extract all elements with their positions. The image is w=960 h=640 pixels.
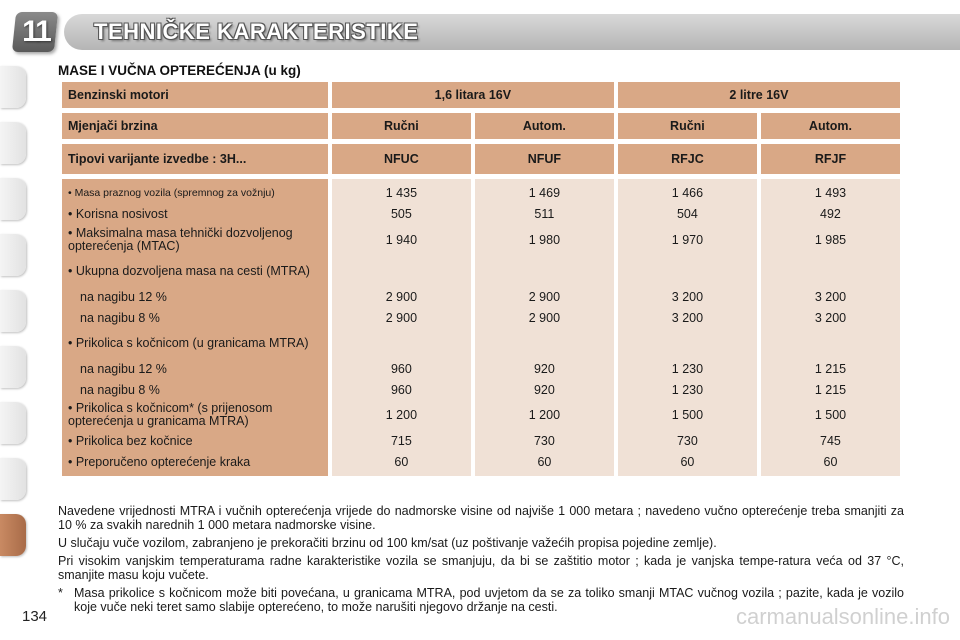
variant-header-row [62,144,900,174]
variant-cell: RFJC [618,144,757,174]
cell: 504 [618,203,757,224]
gearbox-cell: Ručni [332,113,471,139]
side-tab-7[interactable] [0,402,26,444]
gearbox-cell: Autom. [761,113,900,139]
cell [332,328,471,358]
cell: 511 [475,203,614,224]
cell [475,256,614,286]
cell [618,328,757,358]
row-label: na nagibu 8 % [62,307,328,328]
notes-block [58,504,904,614]
footnote-text: Masa prikolice s kočnicom može biti povećana, u granicama MTRA, pod uvjetom da se za toliko smanji MTAC vučnog vozila ; pazite, kada je vozilo koje vuče neki teret samo slabije opterećeno, to može narušiti njegovo držanje na cesti. [74,586,904,614]
side-tab-4[interactable] [0,234,26,276]
cell: 2 900 [475,286,614,307]
cell: 2 900 [475,307,614,328]
cell: 1 500 [761,400,900,430]
cell: 1 215 [761,379,900,400]
row-label: • Maksimalna masa tehnički dozvoljenog opterećenja (MTAC) [62,224,328,256]
engine-header-row [62,82,900,108]
table-row [62,430,900,451]
cell: 730 [475,430,614,451]
cell: 3 200 [761,286,900,307]
cell: 1 985 [761,224,900,256]
table-row [62,379,900,400]
side-tab-2[interactable] [0,122,26,164]
side-tab-8[interactable] [0,458,26,500]
chapter-number: 11 [22,15,50,48]
cell: 1 215 [761,358,900,379]
footnote-marker: * [58,586,63,600]
cell: 1 493 [761,179,900,203]
cell: 3 200 [761,307,900,328]
variant-cell: NFUF [475,144,614,174]
cell: 1 940 [332,224,471,256]
cell: 1 469 [475,179,614,203]
table-row [62,451,900,476]
cell: 2 900 [332,286,471,307]
mass-table [58,82,904,476]
table-row [62,224,900,256]
cell: 2 900 [332,307,471,328]
chapter-side-tabs [0,66,30,570]
cell: 960 [332,358,471,379]
row-label: • Ukupna dozvoljena masa na cesti (MTRA) [62,256,328,286]
cell: 1 200 [475,400,614,430]
table-row [62,400,900,430]
row-label: na nagibu 12 % [62,286,328,307]
cell: 960 [332,379,471,400]
side-tab-11-active[interactable] [0,514,26,556]
table-row [62,358,900,379]
table-row [62,286,900,307]
row-label: • Prikolica s kočnicom (u granicama MTRA) [62,328,328,358]
cell [618,256,757,286]
table-row [62,256,900,286]
note-paragraph: U slučaju vuče vozilom, zabranjeno je prekoračiti brzinu od 100 km/sat (uz poštivanje važećih propisa pojedine zemlje). [58,536,717,550]
side-tab-5[interactable] [0,290,26,332]
side-tab-3[interactable] [0,178,26,220]
cell [475,328,614,358]
side-tab-1[interactable] [0,66,26,108]
row-label: na nagibu 8 % [62,379,328,400]
table-row [62,179,900,203]
cell: 1 980 [475,224,614,256]
section-title: MASE I VUČNA OPTEREĆENJA (u kg) [58,63,301,78]
gearbox-label: Mjenjači brzina [62,113,328,139]
engine-2-0: 2 litre 16V [618,82,900,108]
cell: 60 [475,451,614,476]
cell [761,256,900,286]
cell: 1 500 [618,400,757,430]
cell: 3 200 [618,307,757,328]
cell: 920 [475,358,614,379]
table-row [62,328,900,358]
cell: 745 [761,430,900,451]
table-row [62,307,900,328]
row-label: na nagibu 12 % [62,358,328,379]
cell: 1 230 [618,358,757,379]
cell [761,328,900,358]
note-paragraph: Navedene vrijednosti MTRA i vučnih opterećenja vrijede do nadmorske visine od najviše 1 000 metara ; navedeno vučno opterećenje treba smanjiti za 10 % za svakih narednih 1 000 metara nadmorske visine. [58,504,904,532]
cell: 1 435 [332,179,471,203]
gearbox-cell: Autom. [475,113,614,139]
note-paragraph: Pri visokim vanjskim temperaturama radne karakteristike vozila se smanjuju, da bi se zaštitio motor ; kada je vanjska tempe-ratura veća od 37 °C, smanjite masu koju vučete. [58,554,904,582]
variant-cell: NFUC [332,144,471,174]
page-title: TEHNIČKE KARAKTERISTIKE [94,19,419,44]
row-label: • Preporučeno opterećenje kraka [62,451,328,476]
page-number: 134 [22,608,48,625]
engine-label: Benzinski motori [62,82,328,108]
cell: 730 [618,430,757,451]
engine-1-6: 1,6 litara 16V [332,82,614,108]
variant-cell: RFJF [761,144,900,174]
cell: 3 200 [618,286,757,307]
side-tab-6[interactable] [0,346,26,388]
cell: 60 [618,451,757,476]
row-label: • Prikolica s kočnicom* (s prijenosom opterećenja u granicama MTRA) [62,400,328,430]
cell: 1 970 [618,224,757,256]
row-label: • Prikolica bez kočnice [62,430,328,451]
cell: 492 [761,203,900,224]
cell: 505 [332,203,471,224]
cell: 715 [332,430,471,451]
variant-label: Tipovi varijante izvedbe : 3H... [62,144,328,174]
cell: 1 200 [332,400,471,430]
cell: 60 [332,451,471,476]
row-label: • Korisna nosivost [62,203,328,224]
gearbox-header-row [62,113,900,139]
row-label: • Masa praznog vozila (spremnog za vožnju) [62,179,328,203]
watermark: carmanualsonline.info [735,604,950,629]
cell: 1 466 [618,179,757,203]
cell: 1 230 [618,379,757,400]
cell: 60 [761,451,900,476]
gearbox-cell: Ručni [618,113,757,139]
cell [332,256,471,286]
table-row [62,203,900,224]
cell: 920 [475,379,614,400]
